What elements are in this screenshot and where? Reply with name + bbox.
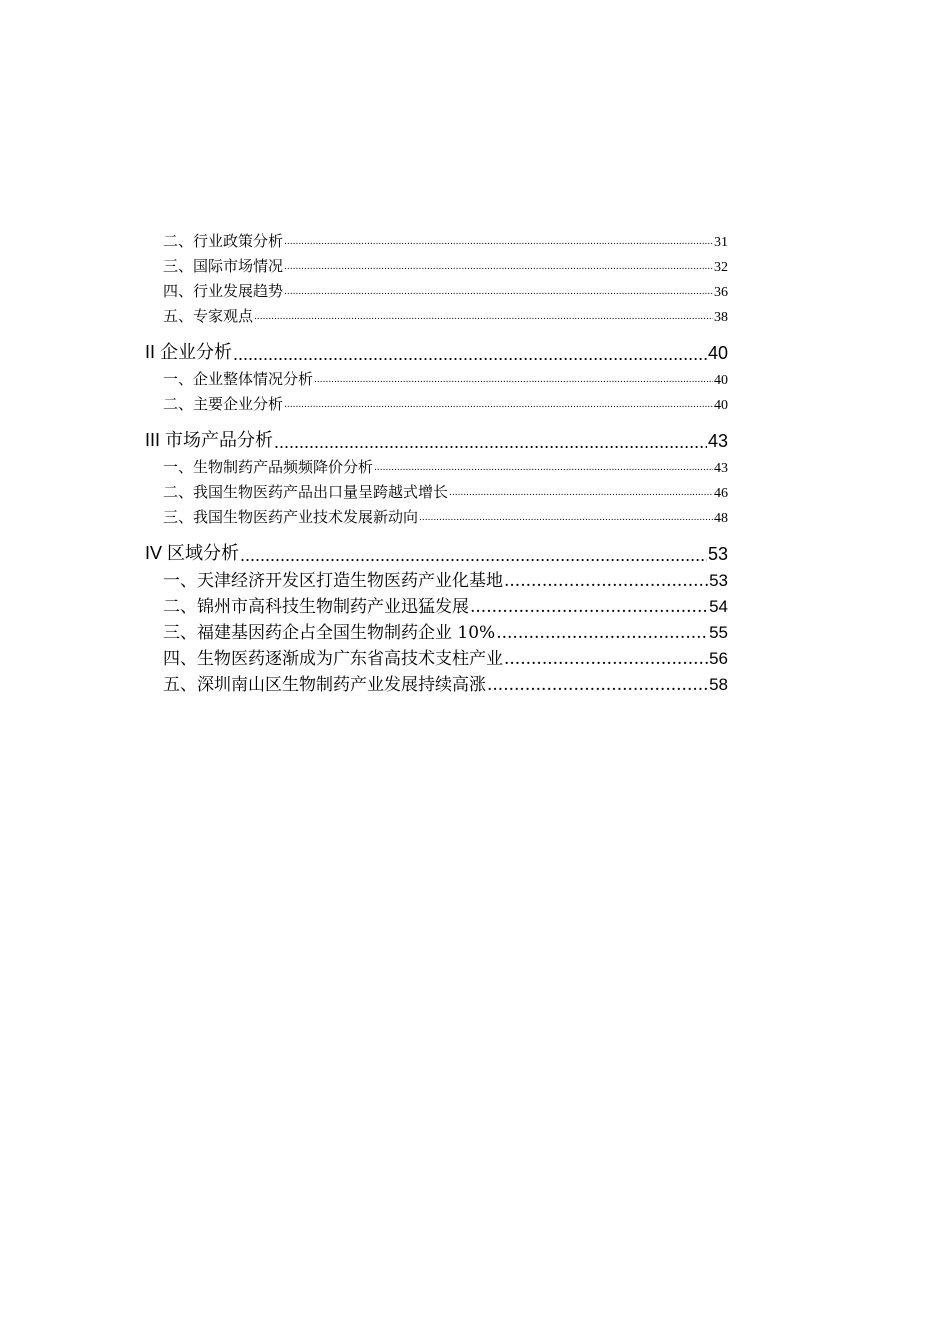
toc-page-number: 56 [709, 649, 728, 668]
toc-page-number: 43 [714, 461, 728, 476]
toc-page-number: 40 [714, 398, 728, 413]
toc-entry-title: 三、我国生物医药产业技术发展新动向 [163, 508, 419, 526]
toc-page-number: 53 [707, 544, 728, 564]
toc-page-number: 55 [709, 623, 728, 642]
toc-dot-leader [504, 571, 708, 591]
toc-heading-title: III 市场产品分析 [145, 430, 274, 450]
toc-dot-leader [233, 344, 707, 364]
toc-page-number: 54 [709, 597, 728, 616]
toc-entry-title: 五、专家观点 [163, 307, 254, 325]
toc-entry-title: 五、深圳南山区生物制药产业发展持续高涨 [163, 675, 486, 695]
toc-entry-title: 一、生物制药产品频频降价分析 [163, 458, 374, 476]
toc-heading-enterprise-analysis[interactable] [145, 326, 728, 364]
toc-dot-leader [487, 675, 708, 695]
toc-heading-market-products[interactable] [145, 414, 728, 452]
toc-entry-expert-views[interactable] [145, 301, 728, 326]
toc-dot-leader [284, 285, 713, 299]
toc-page-number: 40 [714, 373, 728, 388]
toc-dot-leader [374, 461, 713, 475]
toc-heading-title: II 企业分析 [145, 342, 233, 362]
toc-entry-industry-trends[interactable] [145, 276, 728, 301]
toc-dot-leader [449, 486, 713, 500]
toc-page-number: 58 [709, 675, 728, 694]
toc-entry-title: 二、我国生物医药产品出口量呈跨越式增长 [163, 483, 449, 501]
toc-dot-leader [496, 623, 708, 643]
toc-page-number: 32 [714, 260, 728, 275]
toc-dot-leader [284, 235, 713, 249]
toc-dot-leader [254, 310, 713, 324]
toc-entry-international-market[interactable] [145, 251, 728, 276]
toc-heading-title: IV 区域分析 [145, 543, 240, 563]
toc-dot-leader [314, 373, 713, 387]
toc-dot-leader [470, 597, 708, 617]
toc-entry-fujian[interactable] [145, 617, 728, 643]
toc-entry-enterprise-overall[interactable] [145, 364, 728, 389]
toc-entry-shenzhen-nanshan[interactable] [145, 669, 728, 695]
toc-dot-leader [284, 398, 713, 412]
toc-entry-title: 四、生物医药逐渐成为广东省高技术支柱产业 [163, 649, 503, 669]
toc-entry-price-cuts[interactable] [145, 452, 728, 477]
toc-page-number: 31 [714, 235, 728, 250]
toc-dot-leader [419, 511, 713, 525]
toc-page-number: 43 [707, 431, 728, 451]
toc-entry-industry-policy[interactable] [145, 226, 728, 251]
toc-heading-regional-analysis[interactable] [145, 527, 728, 565]
toc-entry-jinzhou[interactable] [145, 591, 728, 617]
toc-entry-title: 三、福建基因药企占全国生物制药企业 10% [163, 623, 496, 643]
toc-entry-title: 一、天津经济开发区打造生物医药产业化基地 [163, 571, 503, 591]
toc-entry-title: 二、主要企业分析 [163, 395, 284, 413]
toc-entry-title: 二、行业政策分析 [163, 232, 284, 250]
toc-dot-leader [240, 545, 707, 565]
toc-page-number: 53 [709, 571, 728, 590]
toc-entry-title: 一、企业整体情况分析 [163, 370, 314, 388]
toc-entry-title: 三、国际市场情况 [163, 257, 284, 275]
toc-entry-tech-trends[interactable] [145, 502, 728, 527]
toc-entry-guangdong[interactable] [145, 643, 728, 669]
toc-page-number: 48 [714, 511, 728, 526]
toc-dot-leader [284, 260, 713, 274]
toc-page-number: 40 [707, 343, 728, 363]
toc-page-number: 36 [714, 285, 728, 300]
toc-dot-leader [504, 649, 708, 669]
toc-page-number: 46 [714, 486, 728, 501]
toc-entry-title: 二、锦州市高科技生物制药产业迅猛发展 [163, 597, 469, 617]
toc-entry-title: 四、行业发展趋势 [163, 282, 284, 300]
table-of-contents [145, 226, 728, 695]
toc-page-number: 38 [714, 310, 728, 325]
toc-dot-leader [274, 432, 707, 452]
toc-entry-export-growth[interactable] [145, 477, 728, 502]
toc-entry-tianjin[interactable] [145, 565, 728, 591]
toc-entry-main-enterprises[interactable] [145, 389, 728, 414]
